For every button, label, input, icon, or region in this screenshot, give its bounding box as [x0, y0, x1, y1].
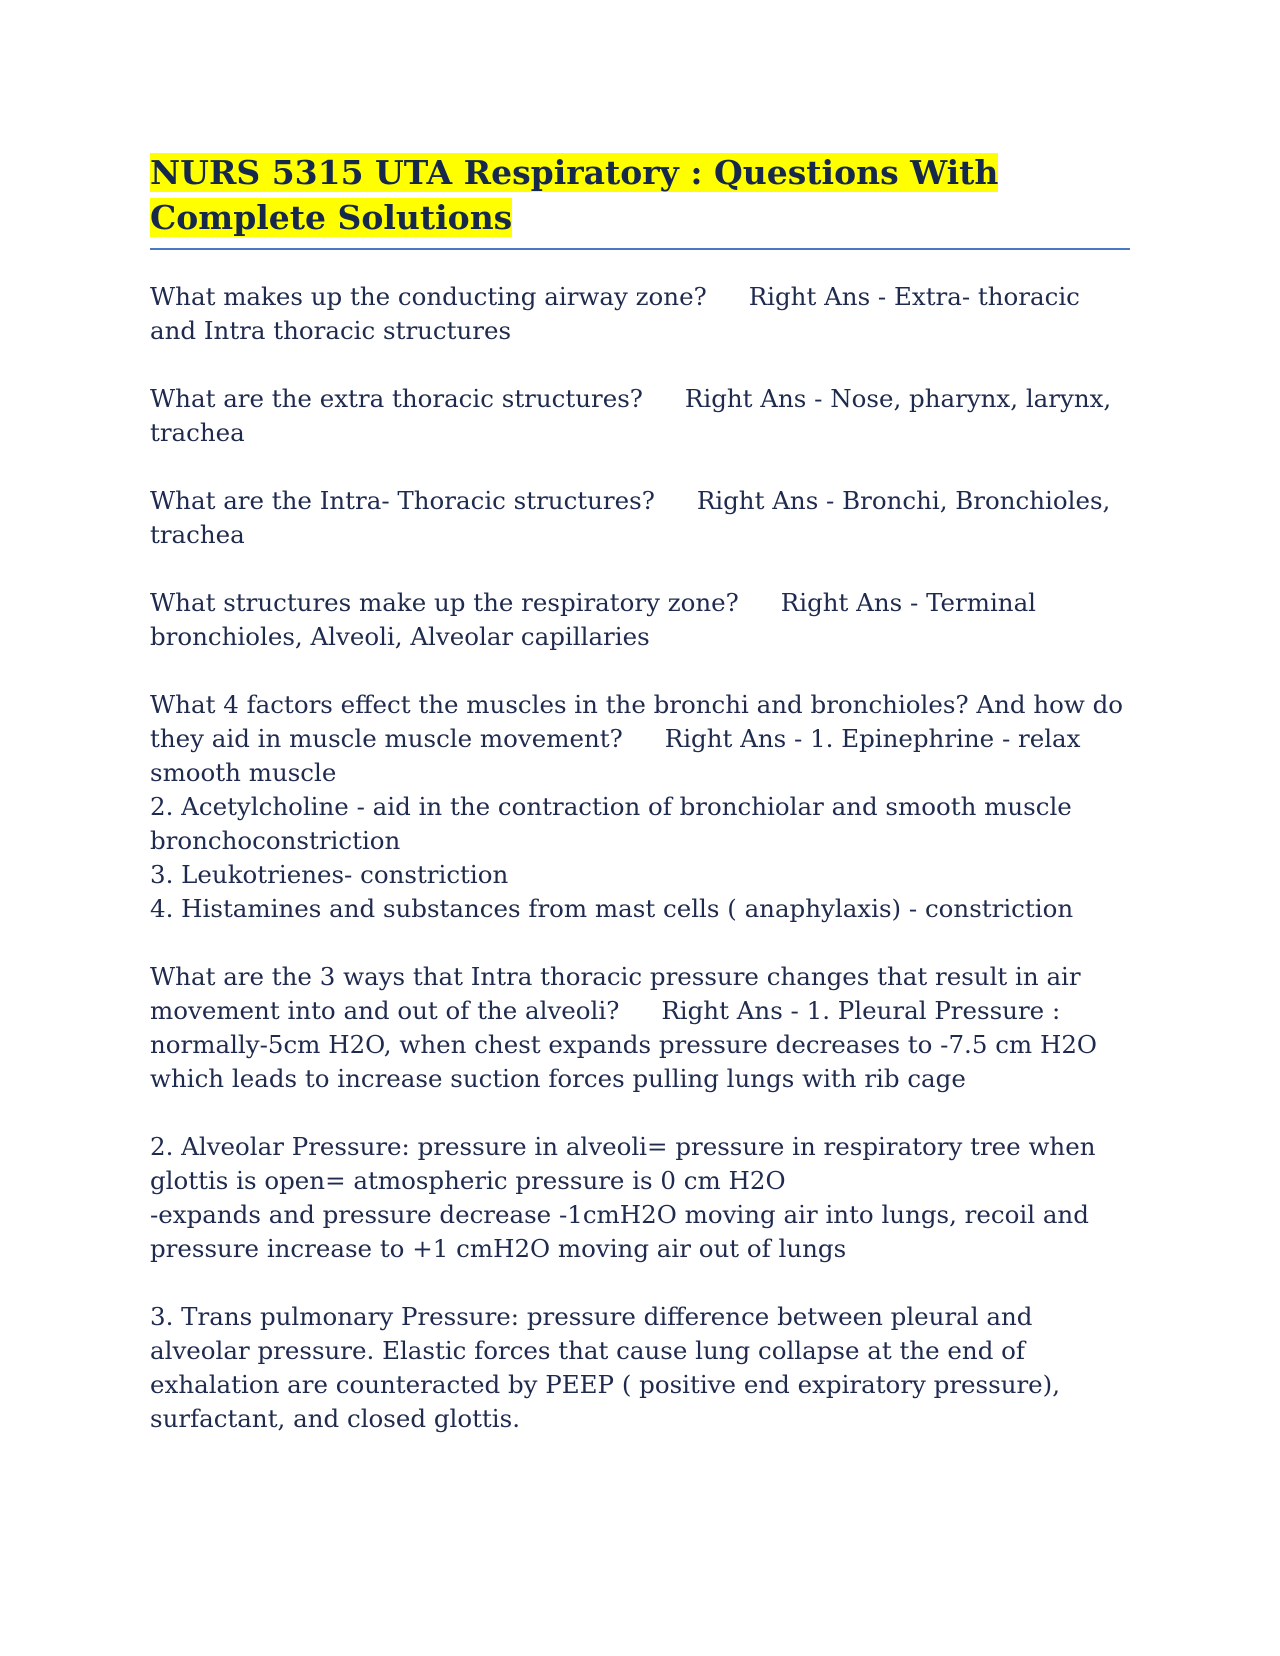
paragraph	[150, 1300, 1130, 1436]
answer-text: Right Ans - Bronchi, Bronchioles, trachea	[150, 486, 1111, 549]
paragraph-line: -expands and pressure decrease -1cmH2O moving air into lungs, recoil and pressure increase to +1 cmH2O moving air out of lungs	[150, 1200, 1089, 1263]
question-text: What are the Intra- Thoracic structures?	[150, 486, 655, 515]
question-text: What are the extra thoracic structures?	[150, 384, 643, 413]
answer-text: Right Ans - 1. Epinephrine - relax smooth muscle	[150, 724, 1081, 787]
page-title-text: NURS 5315 UTA Respiratory : Questions With Complete Solutions	[150, 153, 999, 237]
question-text: What are the 3 ways that Intra thoracic pressure changes that result in air movement into and out of the alveoli?	[150, 962, 1081, 1025]
answer-text: Right Ans - 1. Pleural Pressure : normally-5cm H2O, when chest expands pressure decreases to -7.5 cm H2O which leads to increase suction forces pulling lungs with rib cage	[150, 996, 1097, 1093]
answer-line: 2. Acetylcholine - aid in the contraction of bronchiolar and smooth muscle bronchoconstriction	[150, 792, 1072, 855]
page-title	[150, 150, 1130, 240]
question-text: What structures make up the respiratory zone?	[150, 588, 739, 617]
answer-text: Right Ans - Nose, pharynx, larynx, trachea	[150, 384, 1112, 447]
paragraph-line: 3. Trans pulmonary Pressure: pressure difference between pleural and alveolar pressure. Elastic forces that cause lung collapse at the end of exhalation are counteracted by PEEP ( positive end expiratory pressure), surfactant, and closed glottis.	[150, 1302, 1061, 1433]
title-block	[150, 150, 1130, 250]
document-page	[150, 150, 1130, 1470]
qa-item	[150, 484, 1130, 552]
qa-item	[150, 688, 1130, 926]
qa-item	[150, 960, 1130, 1096]
answer-line: 4. Histamines and substances from mast cells ( anaphylaxis) - constriction	[150, 894, 1074, 923]
answer-text: Right Ans - Terminal bronchioles, Alveoli, Alveolar capillaries	[150, 588, 1037, 651]
answer-line: 3. Leukotrienes- constriction	[150, 860, 509, 889]
qa-item	[150, 280, 1130, 348]
paragraph	[150, 1130, 1130, 1266]
qa-item	[150, 586, 1130, 654]
qa-item	[150, 382, 1130, 450]
answer-text: Right Ans - Extra- thoracic and Intra thoracic structures	[150, 282, 1080, 345]
question-text: What makes up the conducting airway zone?	[150, 282, 707, 311]
question-text: What 4 factors effect the muscles in the bronchi and bronchioles? And how do they aid in muscle muscle movement?	[150, 690, 1124, 753]
paragraph-line: 2. Alveolar Pressure: pressure in alveoli= pressure in respiratory tree when glottis is open= atmospheric pressure is 0 cm H2O	[150, 1132, 1096, 1195]
document-body	[150, 280, 1130, 1436]
